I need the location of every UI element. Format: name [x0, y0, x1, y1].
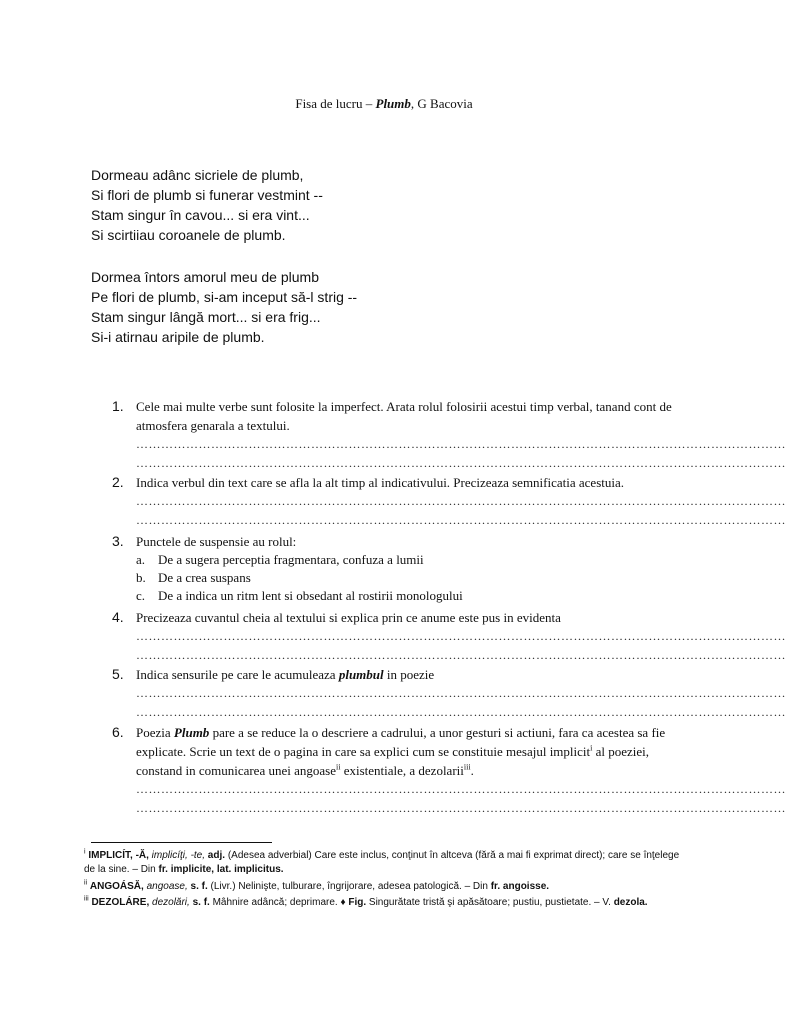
footnote-mark: iii — [84, 895, 89, 903]
option-item — [136, 569, 672, 587]
question-5 — [112, 665, 786, 722]
option-item — [136, 551, 672, 569]
footnote-forms: dezolări, — [149, 897, 190, 908]
option-letter: c. — [136, 588, 146, 603]
footnote-1 — [84, 849, 684, 877]
footnote-fig: Fig. — [348, 897, 367, 908]
option-text: De a indica un ritm lent si obsedant al rostirii monologului — [158, 588, 463, 603]
footnote-pos: adj. — [205, 850, 226, 861]
option-text: De a sugera perceptia fragmentara, confuza a lumii — [158, 552, 424, 567]
poem-line: Dormeau adânc sicriele de plumb, — [91, 167, 304, 183]
footnote-forms: angoase, — [143, 881, 188, 892]
poem-line: Si flori de plumb si funerar vestmint -- — [91, 187, 323, 203]
question-number: 1. — [112, 398, 124, 414]
poem-line: Si scirtiiau coroanele de plumb. — [91, 227, 286, 243]
question-number: 3. — [112, 533, 124, 549]
option-letter: b. — [136, 570, 146, 585]
question-text: Cele mai multe verbe sunt folosite la imperfect. Arata rolul folosirii acestui timp verbal, tanand cont de atmosfera genarala a textului. — [136, 399, 672, 433]
question-text-part: Poezia — [136, 725, 174, 740]
footnote-pos: s. f. — [189, 897, 210, 908]
question-text — [136, 665, 672, 684]
title-work: Plumb — [375, 96, 411, 111]
footnote-headword: IMPLICÍT, -Ă, — [88, 850, 149, 861]
option-text: De a crea suspans — [158, 570, 251, 585]
poem-line: Si-i atirnau aripile de plumb. — [91, 329, 265, 345]
answer-line[interactable]: ………………………………………………………………………………………………………………………………………… — [136, 705, 786, 719]
poem-stanza-2 — [91, 267, 357, 347]
footnote-body: Mâhnire adâncă; deprimare. ♦ — [209, 897, 349, 908]
question-emphasis: plumbul — [338, 667, 384, 682]
answer-line[interactable]: ………………………………………………………………………………………………………………………………………… — [136, 629, 786, 643]
footnote-headword: ANGOÁSĂ, — [89, 881, 144, 892]
poem-line: Dormea întors amorul meu de plumb — [91, 269, 319, 285]
footnote-source: dezola. — [613, 897, 648, 908]
question-1 — [112, 397, 786, 473]
page-title — [0, 96, 768, 112]
poem-line: Stam singur în cavou... si era vint... — [91, 207, 310, 223]
option-letter: a. — [136, 552, 146, 567]
question-text: Indica verbul din text care se afla la alt timp al indicativului. Precizeaza semnificatia acestuia. — [136, 475, 625, 490]
footnote-ref[interactable]: i — [590, 743, 593, 753]
options-list — [136, 551, 672, 605]
question-emphasis: Plumb — [173, 725, 210, 740]
footnote-source: fr. angoisse. — [490, 881, 550, 892]
footnote-mark: i — [84, 848, 86, 856]
footnote-2 — [84, 880, 684, 894]
answer-line[interactable]: ………………………………………………………………………………………………………………………………………… — [136, 494, 786, 508]
question-number: 6. — [112, 724, 124, 740]
question-text: Precizeaza cuvantul cheia al textului si explica prin ce anume este pus in evidenta — [136, 610, 561, 625]
footnote-body: Singurătate tristă şi apăsătoare; pustiu, pustietate. – V. — [366, 897, 614, 908]
footnote-ref[interactable]: iii — [463, 762, 471, 772]
footnote-headword: DEZOLÁRE, — [91, 897, 150, 908]
answer-line[interactable]: ………………………………………………………………………………………………………………………………………… — [136, 801, 786, 815]
question-6 — [112, 723, 786, 818]
answer-line[interactable]: ………………………………………………………………………………………………………………………………………… — [136, 437, 786, 451]
footnote-3 — [84, 896, 684, 910]
poem-line: Stam singur lângă mort... si era frig... — [91, 309, 321, 325]
question-number: 5. — [112, 666, 124, 682]
answer-line[interactable]: ………………………………………………………………………………………………………………………………………… — [136, 648, 786, 662]
question-text-part: existentiale, a dezolarii — [340, 763, 464, 778]
option-item — [136, 587, 672, 605]
answer-line[interactable]: ………………………………………………………………………………………………………………………………………… — [136, 686, 786, 700]
question-number: 2. — [112, 474, 124, 490]
footnote-ref[interactable]: ii — [335, 762, 341, 772]
question-number: 4. — [112, 609, 124, 625]
footnote-pos: s. f. — [187, 881, 208, 892]
footnote-divider — [91, 842, 272, 843]
question-4 — [112, 608, 786, 665]
question-text: Punctele de suspensie au rolul: — [136, 534, 297, 549]
question-text-part: Indica sensurile pe care le acumuleaza — [136, 667, 339, 682]
question-2 — [112, 473, 786, 530]
footnote-body: (Livr.) Nelinişte, tulburare, îngrijorare, adesea patologică. – Din — [207, 881, 491, 892]
question-3 — [112, 532, 672, 605]
footnote-body: (Adesea adverbial) Care este inclus, conţinut în altceva (fără a mai fi exprimat direct); care se înţelege de la sine. – Din — [84, 850, 680, 875]
question-text-part: in poezie — [383, 667, 435, 682]
footnote-mark: ii — [84, 879, 88, 887]
question-text-part: pare a se reduce la o descriere a cadrului, a unor gesturi si actiuni, fara ca acestea sa fie explicate. Scrie un text de o pagina in care sa explici cum se constituie mesajul implicit — [136, 725, 666, 759]
title-suffix: , G Bacovia — [410, 96, 473, 111]
answer-line[interactable]: ………………………………………………………………………………………………………………………………………… — [136, 456, 786, 470]
poem-stanza-1 — [91, 165, 323, 245]
title-prefix: Fisa de lucru – — [295, 96, 376, 111]
footnote-forms: implicíţi, -te, — [148, 850, 206, 861]
question-text-part: al poeziei, constand in comunicarea unei angoase — [136, 744, 650, 778]
question-text-part: . — [470, 763, 474, 778]
answer-line[interactable]: ………………………………………………………………………………………………………………………………………… — [136, 782, 786, 796]
footnote-source: fr. implicite, lat. implicitus. — [158, 864, 284, 875]
poem-line: Pe flori de plumb, si-am inceput să-l strig -- — [91, 289, 358, 305]
question-text — [136, 723, 672, 780]
answer-line[interactable]: ………………………………………………………………………………………………………………………………………… — [136, 513, 786, 527]
